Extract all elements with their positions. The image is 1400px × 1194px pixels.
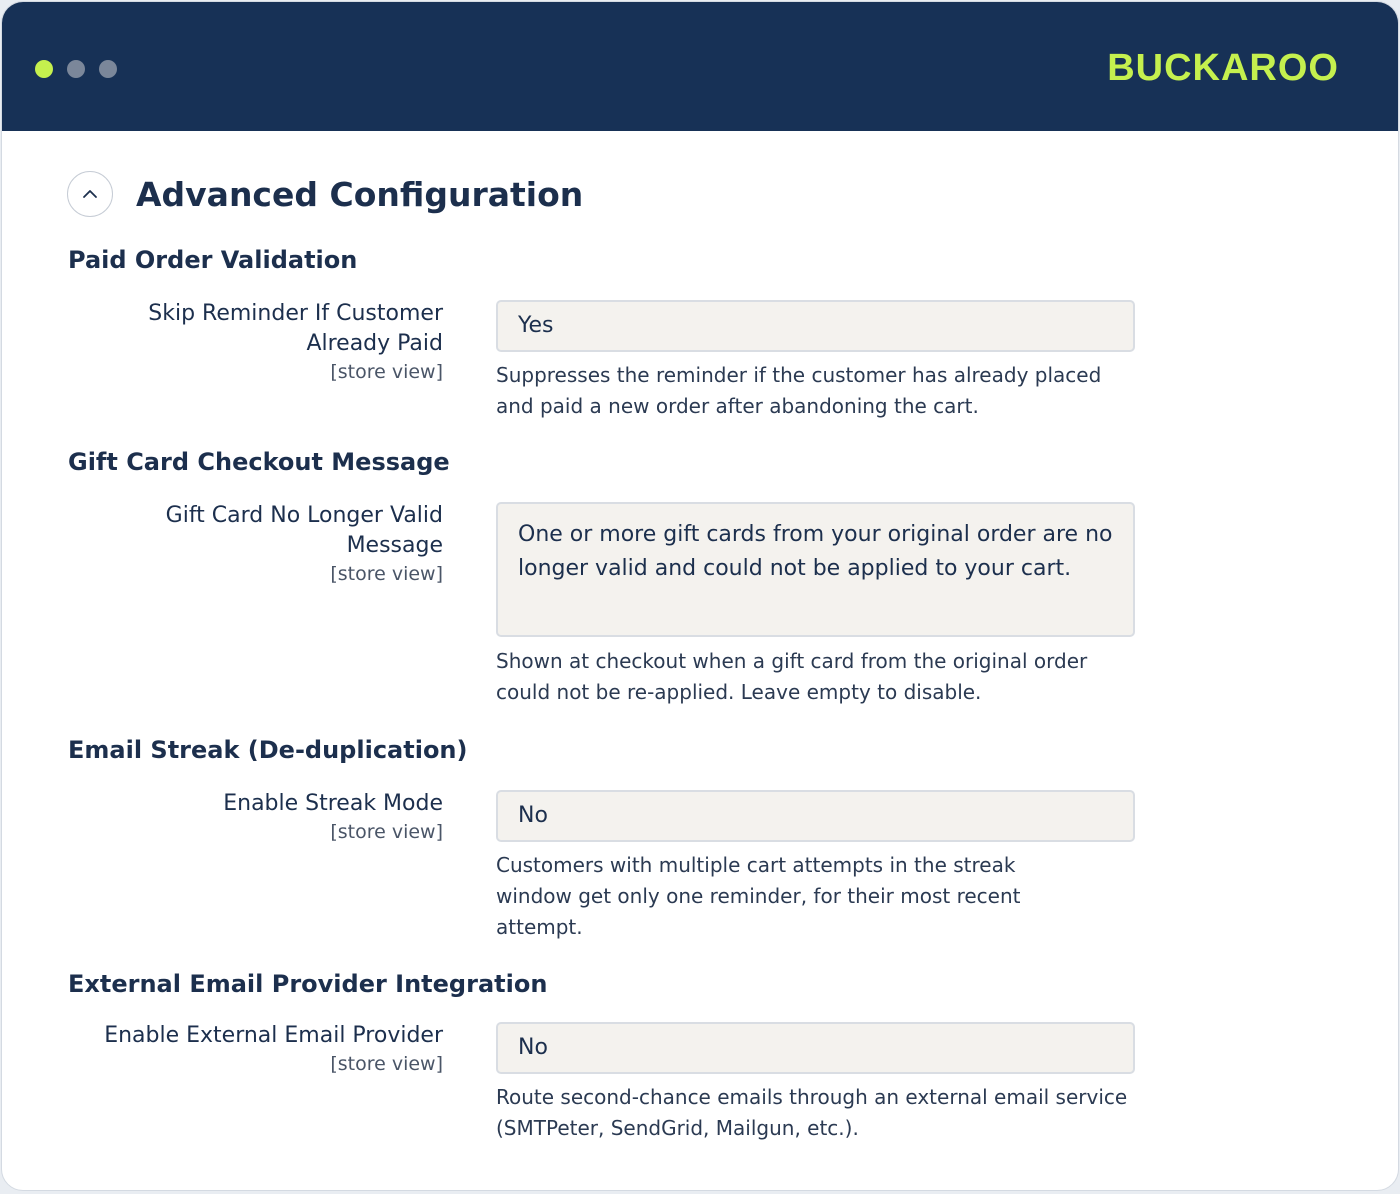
field-label-gift-card-message [83, 501, 443, 587]
group-title-gift-card: Gift Card Checkout Message [68, 448, 450, 476]
label-text: Enable Streak Mode [223, 791, 443, 816]
field-label-external-email [83, 1021, 443, 1077]
scope-text: [store view] [330, 361, 443, 383]
collapse-button[interactable] [67, 171, 113, 217]
section-title: Advanced Configuration [136, 175, 584, 214]
config-panel [2, 131, 1398, 1190]
label-text: Enable External Email Provider [104, 1023, 443, 1048]
scope-text: [store view] [330, 1053, 443, 1075]
group-title-external-email: External Email Provider Integration [68, 970, 548, 998]
window-dot-active[interactable] [35, 60, 53, 78]
skip-reminder-hint: Suppresses the reminder if the customer has already placed and paid a new order after abandoning the cart. [496, 363, 1102, 418]
gift-card-message-textarea[interactable]: One or more gift cards from your original order are no longer valid and could not be applied to your cart. [496, 502, 1135, 637]
gift-card-message-hint: Shown at checkout when a gift card from the original order could not be re-applied. Leave empty to disable. [496, 649, 1088, 704]
window-dot-inactive[interactable] [67, 60, 85, 78]
group-title-email-streak: Email Streak (De-duplication) [68, 736, 468, 764]
external-email-select[interactable]: No [496, 1022, 1135, 1074]
app-window [1, 1, 1399, 1191]
field-label-skip-reminder [83, 299, 443, 385]
chevron-up-icon [82, 189, 98, 199]
streak-mode-hint: Customers with multiple cart attempts in the streak window get only one reminder, for their most recent attempt. [496, 853, 1021, 939]
brand-logo: BUCKAROO [1107, 47, 1339, 89]
external-email-hint: Route second-chance emails through an external email service (SMTPeter, SendGrid, Mailgun, etc.). [496, 1085, 1128, 1140]
window-dot-inactive[interactable] [99, 60, 117, 78]
title-bar [2, 2, 1398, 131]
scope-text: [store view] [330, 563, 443, 585]
skip-reminder-select[interactable]: Yes [496, 300, 1135, 352]
streak-mode-select[interactable]: No [496, 790, 1135, 842]
scope-text: [store view] [330, 821, 443, 843]
field-label-streak-mode [83, 789, 443, 845]
group-title-paid-order: Paid Order Validation [68, 246, 358, 274]
label-text: Gift Card No Longer Valid Message [165, 503, 443, 558]
label-text: Skip Reminder If Customer Already Paid [148, 301, 443, 356]
